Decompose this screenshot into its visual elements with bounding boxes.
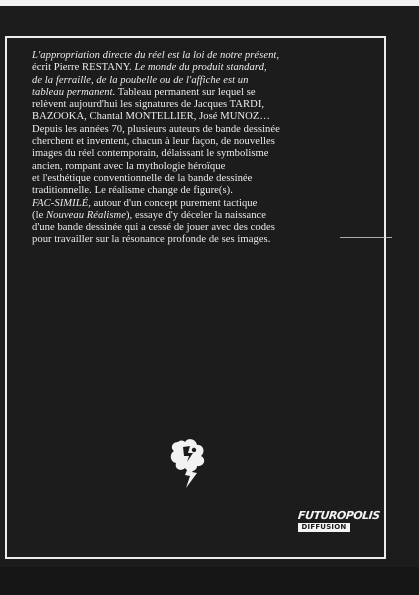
blurb-line <box>32 198 342 210</box>
bottom-band <box>0 567 419 595</box>
blurb-run: relèvent aujourd'hui les signatures de Jacques TARDI, <box>32 99 265 111</box>
publisher-logo <box>297 509 381 538</box>
blurb-run: autour d'un concept purement tactique <box>90 197 258 209</box>
blurb-line <box>32 87 342 99</box>
page-top-edge <box>0 0 419 6</box>
blurb-line <box>32 136 342 148</box>
blurb-line <box>32 210 342 222</box>
blurb-run: (le <box>32 209 47 221</box>
blurb-italic-run: L'appropriation directe du réel est la loi de notre présent, <box>32 50 280 61</box>
blurb-run: ancien, rompant avec la mythologie héroïque <box>32 160 226 172</box>
blurb-italic-run: FAC-SIMILÉ, <box>32 197 91 209</box>
blurb-italic-run: tableau permanent. <box>32 86 116 98</box>
blurb-run: d'une bande dessinée qui a cessé de jouer avec des codes <box>32 222 275 234</box>
blurb-line <box>32 148 342 160</box>
lightning-splash-icon <box>168 432 208 490</box>
blurb-run: écrit Pierre RESTANY. <box>32 62 135 74</box>
blurb-run: traditionnelle. Le réalisme change de figure(s). <box>32 185 233 197</box>
blurb-line <box>32 222 342 234</box>
blurb-run: Depuis les années 70, plusieurs auteurs de bande dessinée <box>32 123 280 135</box>
blurb-line <box>32 173 342 185</box>
blurb-italic-run: Le monde du produit standard, <box>134 62 267 74</box>
blurb-run: pour travailler sur la résonance profonde de ses images. <box>32 234 271 246</box>
blurb-line <box>32 50 342 62</box>
blurb-run: images du réel contemporain, délaissant le symbolisme <box>32 148 269 160</box>
blurb-text <box>32 50 342 247</box>
scan-artifact-line <box>340 237 392 238</box>
blurb-line <box>32 62 342 74</box>
publisher-sub: DIFFUSION <box>298 523 350 532</box>
blurb-line <box>32 161 342 173</box>
blurb-line <box>32 185 342 197</box>
publisher-brand: FUTUROPOLIS <box>297 509 381 522</box>
blurb-run: cherchent et inventent, chacun à leur façon, de nouvelles <box>32 136 275 148</box>
blurb-line <box>32 124 342 136</box>
blurb-italic-run: Nouveau Réalisme <box>46 209 126 221</box>
blurb-line <box>32 234 342 246</box>
blurb-italic-run: de la ferraille, de la poubelle ou de l'affiche est un <box>32 74 249 86</box>
blurb-run: Tableau permanent sur lequel se <box>115 86 256 98</box>
blurb-line <box>32 75 342 87</box>
blurb-line <box>32 99 342 111</box>
blurb-run: et l'esthétique conventionnelle de la bande dessinée <box>32 172 253 184</box>
blurb-run: ), essaye d'y déceler la naissance <box>125 209 267 221</box>
blurb-line <box>32 111 342 123</box>
blurb-run: BAZOOKA, Chantal MONTELLIER, José MUNOZ… <box>32 111 270 123</box>
